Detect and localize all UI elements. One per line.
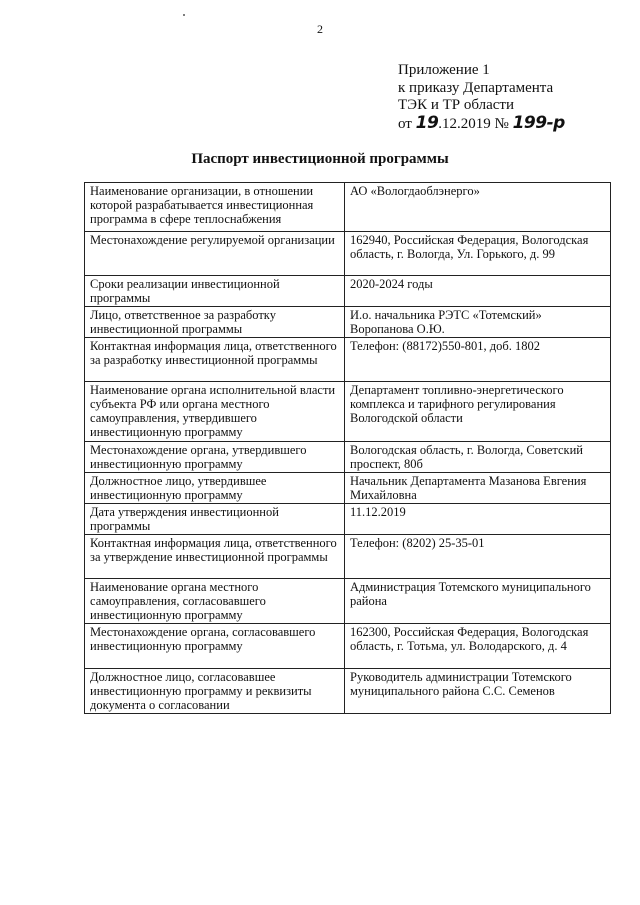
- row-value: Руководитель администрации Тотемского муниципального района С.С. Семенов: [345, 669, 611, 714]
- row-label: Наименование организации, в отношении которой разрабатывается инвестиционная программа в сфере теплоснабжения: [85, 183, 345, 232]
- appendix-line-1: Приложение 1: [398, 62, 490, 78]
- row-value: Телефон: (8202) 25-35-01: [345, 535, 611, 579]
- appendix-line-2: к приказу Департамента: [398, 79, 554, 96]
- row-label: Лицо, ответственное за разработку инвестиционной программы: [85, 307, 345, 338]
- scan-speck: [183, 14, 185, 16]
- row-label: Местонахождение органа, согласовавшего инвестиционную программу: [85, 624, 345, 669]
- row-label: Дата утверждения инвестиционной программы: [85, 504, 345, 535]
- handwritten-day: 19: [415, 112, 439, 133]
- table-row: [85, 276, 611, 307]
- row-value: 11.12.2019: [345, 504, 611, 535]
- row-label: Наименование органа исполнительной власти субъекта РФ или органа местного самоуправления, утвердившего инвестиционную программу: [85, 382, 345, 442]
- row-value: 2020-2024 годы: [345, 276, 611, 307]
- table-row: [85, 504, 611, 535]
- row-label: Должностное лицо, утвердившее инвестиционную программу: [85, 473, 345, 504]
- appendix-date-line: [398, 112, 628, 134]
- table-row: [85, 535, 611, 579]
- table-row: [85, 442, 611, 473]
- row-value: 162940, Российская Федерация, Вологодская область, г. Вологда, Ул. Горького, д. 99: [345, 232, 611, 276]
- table-row: [85, 338, 611, 382]
- row-label: Местонахождение органа, утвердившего инвестиционную программу: [85, 442, 345, 473]
- row-label: Должностное лицо, согласовавшее инвестиционную программу и реквизиты документа о согласовании: [85, 669, 345, 714]
- table-row: [85, 579, 611, 624]
- row-label: Контактная информация лица, ответственного за утверждение инвестиционной программы: [85, 535, 345, 579]
- appendix-block: [398, 62, 628, 133]
- table-row: [85, 183, 611, 232]
- table-row: [85, 232, 611, 276]
- date-prefix: от: [398, 115, 412, 132]
- document-title: Паспорт инвестиционной программы: [191, 151, 449, 167]
- row-label: Сроки реализации инвестиционной программы: [85, 276, 345, 307]
- row-value: 162300, Российская Федерация, Вологодская область, г. Тотьма, ул. Володарского, д. 4: [345, 624, 611, 669]
- row-value: Начальник Департамента Мазанова Евгения Михайловна: [345, 473, 611, 504]
- passport-table: [84, 182, 611, 714]
- appendix-line-3: ТЭК и ТР области: [398, 97, 514, 113]
- table-row: [85, 669, 611, 714]
- table-row: [85, 382, 611, 442]
- row-value: Департамент топливно-энергетического комплекса и тарифного регулирования Вологодской области: [345, 382, 611, 442]
- row-label: Контактная информация лица, ответственного за разработку инвестиционной программы: [85, 338, 345, 382]
- date-rest: .12.2019 №: [438, 115, 509, 132]
- table-row: [85, 307, 611, 338]
- row-value: И.о. начальника РЭТС «Тотемский» Воропанова О.Ю.: [345, 307, 611, 338]
- table-row: [85, 473, 611, 504]
- row-label: Наименование органа местного самоуправления, согласовавшего инвестиционную программу: [85, 579, 345, 624]
- row-value: АО «Вологдаоблэнерго»: [345, 183, 611, 232]
- row-value: Вологодская область, г. Вологда, Советский проспект, 80б: [345, 442, 611, 473]
- row-value: Телефон: (88172)550-801, доб. 1802: [345, 338, 611, 382]
- page-number: 2: [317, 22, 323, 36]
- row-value: Администрация Тотемского муниципального района: [345, 579, 611, 624]
- handwritten-number: 199-р: [512, 112, 565, 133]
- table-row: [85, 624, 611, 669]
- row-label: Местонахождение регулируемой организации: [85, 232, 345, 276]
